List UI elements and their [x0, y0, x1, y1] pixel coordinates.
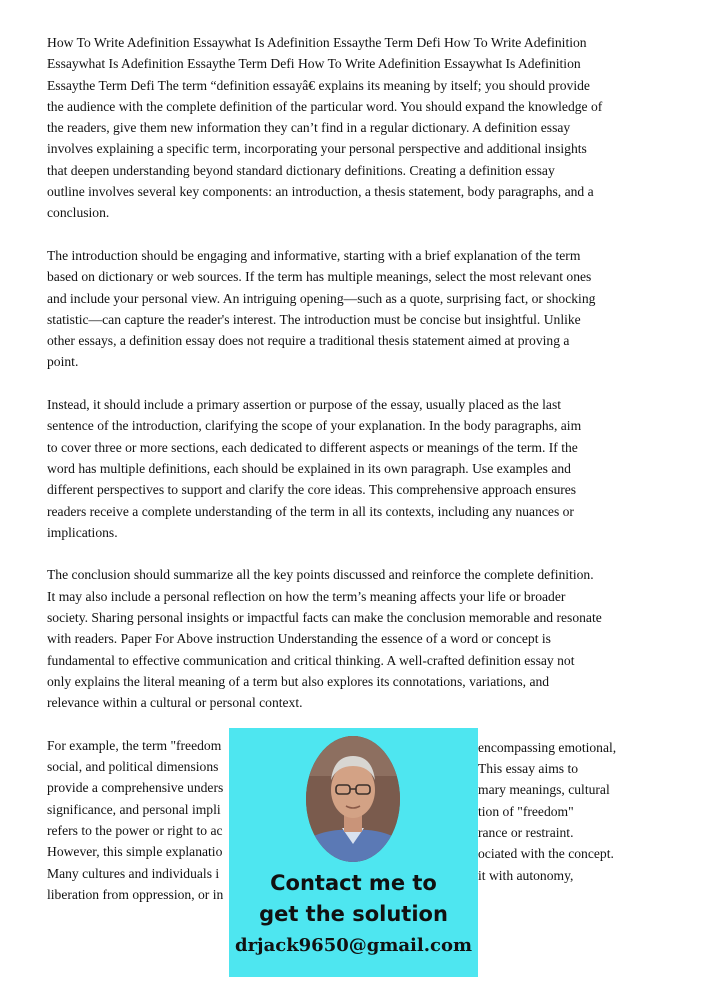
text-line: outline involves several key components: an introduction, a thesis statement, body paragraphs, and a	[47, 184, 594, 200]
text-line: Many cultures and individuals i	[47, 865, 220, 881]
text-line: The conclusion should summarize all the key points discussed and reinforce the complete definition.	[47, 567, 594, 583]
text-line: fundamental to effective communication and critical thinking. A well-crafted definition essay not	[47, 652, 575, 668]
text-line: sentence of the introduction, clarifying the scope of your explanation. In the body paragraphs, aim	[47, 418, 582, 434]
paragraph-2	[47, 245, 647, 373]
text-line: to cover three or more sections, each dedicated to different aspects or meanings of the term. If the	[47, 439, 578, 455]
text-line: society. Sharing personal insights or impactful facts can make the conclusion memorable and resonate	[47, 610, 602, 626]
paragraph-5-right-fragments	[478, 737, 648, 886]
text-line: that deepen understanding beyond standard dictionary definitions. Creating a definition essay	[47, 162, 555, 178]
paragraph-1	[47, 32, 647, 224]
text-line: Essaywhat Is Adefinition Essaythe Term Defi How To Write Adefinition Essaywhat Is Adefinition	[47, 56, 581, 72]
text-line: statistic—can capture the reader's interest. The introduction must be concise but insightful. Unlike	[47, 311, 581, 327]
text-line: The introduction should be engaging and informative, starting with a brief explanation of the term	[47, 247, 581, 263]
text-line: social, and political dimensions	[47, 759, 219, 775]
ad-contact-text	[229, 868, 478, 930]
contact-ad-banner[interactable]	[229, 728, 478, 977]
text-line: It may also include a personal reflection on how the term’s meaning affects your life or broader	[47, 588, 566, 604]
paragraph-4	[47, 564, 647, 713]
text-line: relevance within a cultural or personal context.	[47, 695, 303, 711]
text-line: involves explaining a specific term, incorporating your personal perspective and additional insights	[47, 141, 587, 157]
ad-contact-line-2: get the solution	[259, 902, 448, 926]
text-line: word has multiple definitions, each should be explained in its own paragraph. Use examples and	[47, 460, 571, 476]
text-line: However, this simple explanatio	[47, 844, 223, 860]
text-line: How To Write Adefinition Essaywhat Is Adefinition Essaythe Term Defi How To Write Adefinition	[47, 35, 587, 50]
text-line-fragment: it with autonomy,	[478, 867, 574, 883]
text-line: and include your personal view. An intriguing opening—such as a quote, surprising fact, or shocking	[47, 290, 596, 306]
text-line: significance, and personal impli	[47, 801, 221, 817]
text-line: point.	[47, 354, 79, 370]
text-line: the audience with the complete definition of the particular word. You should expand the knowledge of	[47, 98, 603, 114]
ad-contact-line-1: Contact me to	[270, 871, 437, 895]
paragraph-3	[47, 394, 647, 543]
portrait-photo	[306, 736, 400, 862]
text-line: refers to the power or right to ac	[47, 822, 223, 838]
text-line: For example, the term "freedom	[47, 737, 222, 753]
text-line-fragment: This essay aims to	[478, 761, 579, 777]
text-line: different perspectives to support and clarify the core ideas. This comprehensive approach ensures	[47, 482, 577, 498]
ad-email-link[interactable]: drjack9650@gmail.com	[234, 935, 473, 956]
text-line: conclusion.	[47, 205, 110, 221]
text-line-fragment: rance or restraint.	[478, 825, 574, 841]
text-line: Instead, it should include a primary assertion or purpose of the essay, usually placed as the last	[47, 397, 562, 413]
text-line-fragment: ociated with the concept.	[478, 846, 614, 862]
text-line: based on dictionary or web sources. If the term has multiple meanings, select the most relevant ones	[47, 269, 592, 285]
text-line-fragment: tion of "freedom"	[478, 803, 574, 819]
text-line: implications.	[47, 524, 118, 540]
text-line: Essaythe Term Defi The term “definition essayâ€ explains its meaning by itself; you should provide	[47, 77, 590, 93]
text-line: provide a comprehensive unders	[47, 780, 224, 796]
text-line: only explains the literal meaning of a term but also explores its connotations, variations, and	[47, 673, 550, 689]
text-line: with readers. Paper For Above instruction Understanding the essence of a word or concept is	[47, 631, 551, 647]
text-line-fragment: mary meanings, cultural	[478, 782, 610, 798]
text-line: other essays, a definition essay does not require a traditional thesis statement aimed at proving a	[47, 333, 570, 349]
text-line: the readers, give them new information they can’t find in a regular dictionary. A definition essay	[47, 120, 571, 136]
text-line-fragment: encompassing emotional,	[478, 739, 617, 755]
text-line: liberation from oppression, or in	[47, 886, 224, 902]
text-line: readers receive a complete understanding of the term in all its contexts, including any nuances or	[47, 503, 574, 519]
